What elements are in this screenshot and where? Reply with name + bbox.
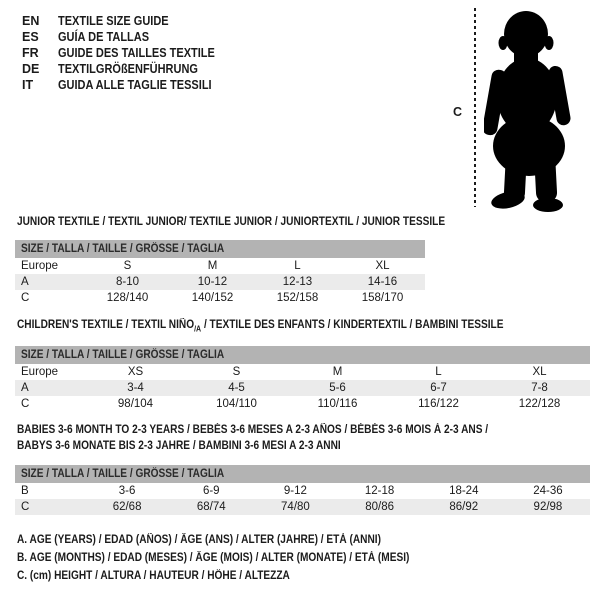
age-cell: 9-12 [283, 485, 307, 497]
language-code: ES [22, 30, 39, 44]
row-label: C [21, 398, 30, 410]
height-cell: 104/110 [216, 398, 257, 410]
age-cell: 6-9 [202, 485, 220, 497]
row-label: A [21, 382, 29, 394]
babies-title-line-2: BABYS 3-6 MONATE BIS 2-3 JAHRE / BAMBINI 3-6 MESI A 2-3 ANNI [17, 440, 341, 452]
table-row [15, 380, 590, 396]
language-code: IT [22, 78, 34, 92]
row-label: A [21, 276, 29, 288]
language-list [22, 13, 236, 93]
language-title: GUÍA DE TALLAS [58, 30, 150, 44]
babies-table-title [17, 422, 552, 454]
language-row-es [22, 29, 236, 45]
size-cell: XS [127, 366, 144, 378]
size-header-bar [15, 240, 425, 258]
height-measure-dashed-line [474, 8, 476, 207]
table-row [15, 364, 590, 380]
height-measure-label: C [453, 105, 463, 119]
baby-silhouette-icon [484, 4, 596, 212]
size-header-bar [15, 346, 590, 364]
age-cell: 18-24 [449, 485, 479, 497]
height-cell: 140/152 [191, 292, 234, 304]
language-row-fr [22, 45, 236, 61]
height-cell: 152/158 [276, 292, 319, 304]
table-row [15, 274, 425, 290]
language-row-de [22, 61, 236, 77]
language-code: DE [22, 62, 40, 76]
row-label: Europe [21, 366, 59, 378]
age-cell: 4-5 [228, 382, 245, 394]
size-cell: XL [532, 366, 547, 378]
size-header-bar [15, 465, 590, 483]
language-code: EN [22, 14, 40, 28]
row-label: C [21, 501, 30, 513]
age-cell: 7-8 [531, 382, 548, 394]
note-c [17, 567, 463, 585]
age-cell: 12-13 [282, 276, 313, 288]
language-title: TEXTILE SIZE GUIDE [58, 14, 169, 28]
height-cell: 62/68 [112, 501, 142, 513]
age-cell: 5-6 [329, 382, 346, 394]
size-cell: M [332, 366, 343, 378]
babies-size-table [15, 465, 590, 515]
height-cell: 128/140 [106, 292, 149, 304]
height-cell: 110/116 [317, 398, 358, 410]
table-row [15, 258, 425, 274]
height-cell: 80/86 [365, 501, 394, 513]
title-text-sub: /A [194, 324, 202, 334]
language-row-en [22, 13, 236, 29]
table-row [15, 290, 425, 306]
size-cell: S [232, 366, 241, 378]
legend-notes [17, 531, 463, 585]
height-cell: 92/98 [533, 501, 563, 513]
height-cell: 116/122 [418, 398, 459, 410]
language-title: GUIDE DES TAILLES TEXTILE [58, 46, 215, 60]
language-code: FR [22, 46, 39, 60]
age-cell: 12-18 [364, 485, 395, 497]
junior-size-table [15, 240, 425, 306]
table-row [15, 499, 590, 515]
language-title: GUIDA ALLE TAGLIE TESSILI [58, 78, 212, 92]
size-cell: XL [375, 260, 390, 272]
age-cell: 24-36 [533, 485, 563, 497]
language-row-it [22, 77, 236, 93]
babies-title-line-1: BABIES 3-6 MONTH TO 2-3 YEARS / BEBÉS 3-6 MESES A 2-3 AÑOS / BÉBÉS 3-6 MOIS À 2-3 ANS / [17, 424, 489, 436]
table-row [15, 483, 590, 499]
note-b-text: B. AGE (MONTHS) / EDAD (MESES) / ÂGE (MOIS) / ALTER (MONATE) / ETÀ (MESI) [17, 552, 410, 564]
age-cell: 3-4 [127, 382, 144, 394]
size-cell: M [207, 260, 218, 272]
row-label: B [21, 485, 29, 497]
note-b [17, 549, 463, 567]
row-label: C [21, 292, 30, 304]
height-cell: 68/74 [196, 501, 226, 513]
age-cell: 8-10 [115, 276, 140, 288]
height-cell: 122/128 [518, 398, 561, 410]
children-table-title-text [17, 317, 503, 337]
note-c-text: C. (cm) HEIGHT / ALTURA / HAUTEUR / HÖHE / ALTEZZA [17, 570, 290, 582]
height-cell: 98/104 [117, 398, 154, 410]
children-table-title [17, 317, 570, 337]
title-text-post: / TEXTILE DES ENFANTS / KINDERTEXTIL / BAMBINI TESSILE [201, 319, 504, 331]
age-cell: 6-7 [430, 382, 447, 394]
height-cell: 74/80 [281, 501, 310, 513]
height-cell: 158/170 [361, 292, 404, 304]
junior-table-title [17, 214, 503, 230]
size-cell: S [123, 260, 132, 272]
note-a-text: A. AGE (YEARS) / EDAD (AÑOS) / ÂGE (ANS) / ALTER (JAHRE) / ETÀ (ANNI) [17, 534, 381, 546]
title-text-pre: CHILDREN'S TEXTILE / TEXTIL NIÑO [17, 319, 195, 331]
language-title: TEXTILGRÖßENFÜHRUNG [58, 62, 198, 76]
size-header-text: SIZE / TALLA / TAILLE / GRÖSSE / TAGLIA [21, 349, 225, 361]
height-cell: 86/92 [449, 501, 479, 513]
children-size-table [15, 346, 590, 412]
age-cell: 10-12 [197, 276, 228, 288]
size-header-text: SIZE / TALLA / TAILLE / GRÖSSE / TAGLIA [21, 468, 225, 480]
junior-table-title-text: JUNIOR TEXTILE / TEXTIL JUNIOR/ TEXTILE JUNIOR / JUNIORTEXTIL / JUNIOR TESSILE [17, 216, 446, 228]
table-row [15, 396, 590, 412]
size-header-text: SIZE / TALLA / TAILLE / GRÖSSE / TAGLIA [21, 243, 225, 255]
size-cell: L [435, 366, 442, 378]
age-cell: 14-16 [367, 276, 398, 288]
age-cell: 3-6 [118, 485, 136, 497]
row-label: Europe [21, 260, 59, 272]
note-a [17, 531, 463, 549]
size-cell: L [294, 260, 301, 272]
